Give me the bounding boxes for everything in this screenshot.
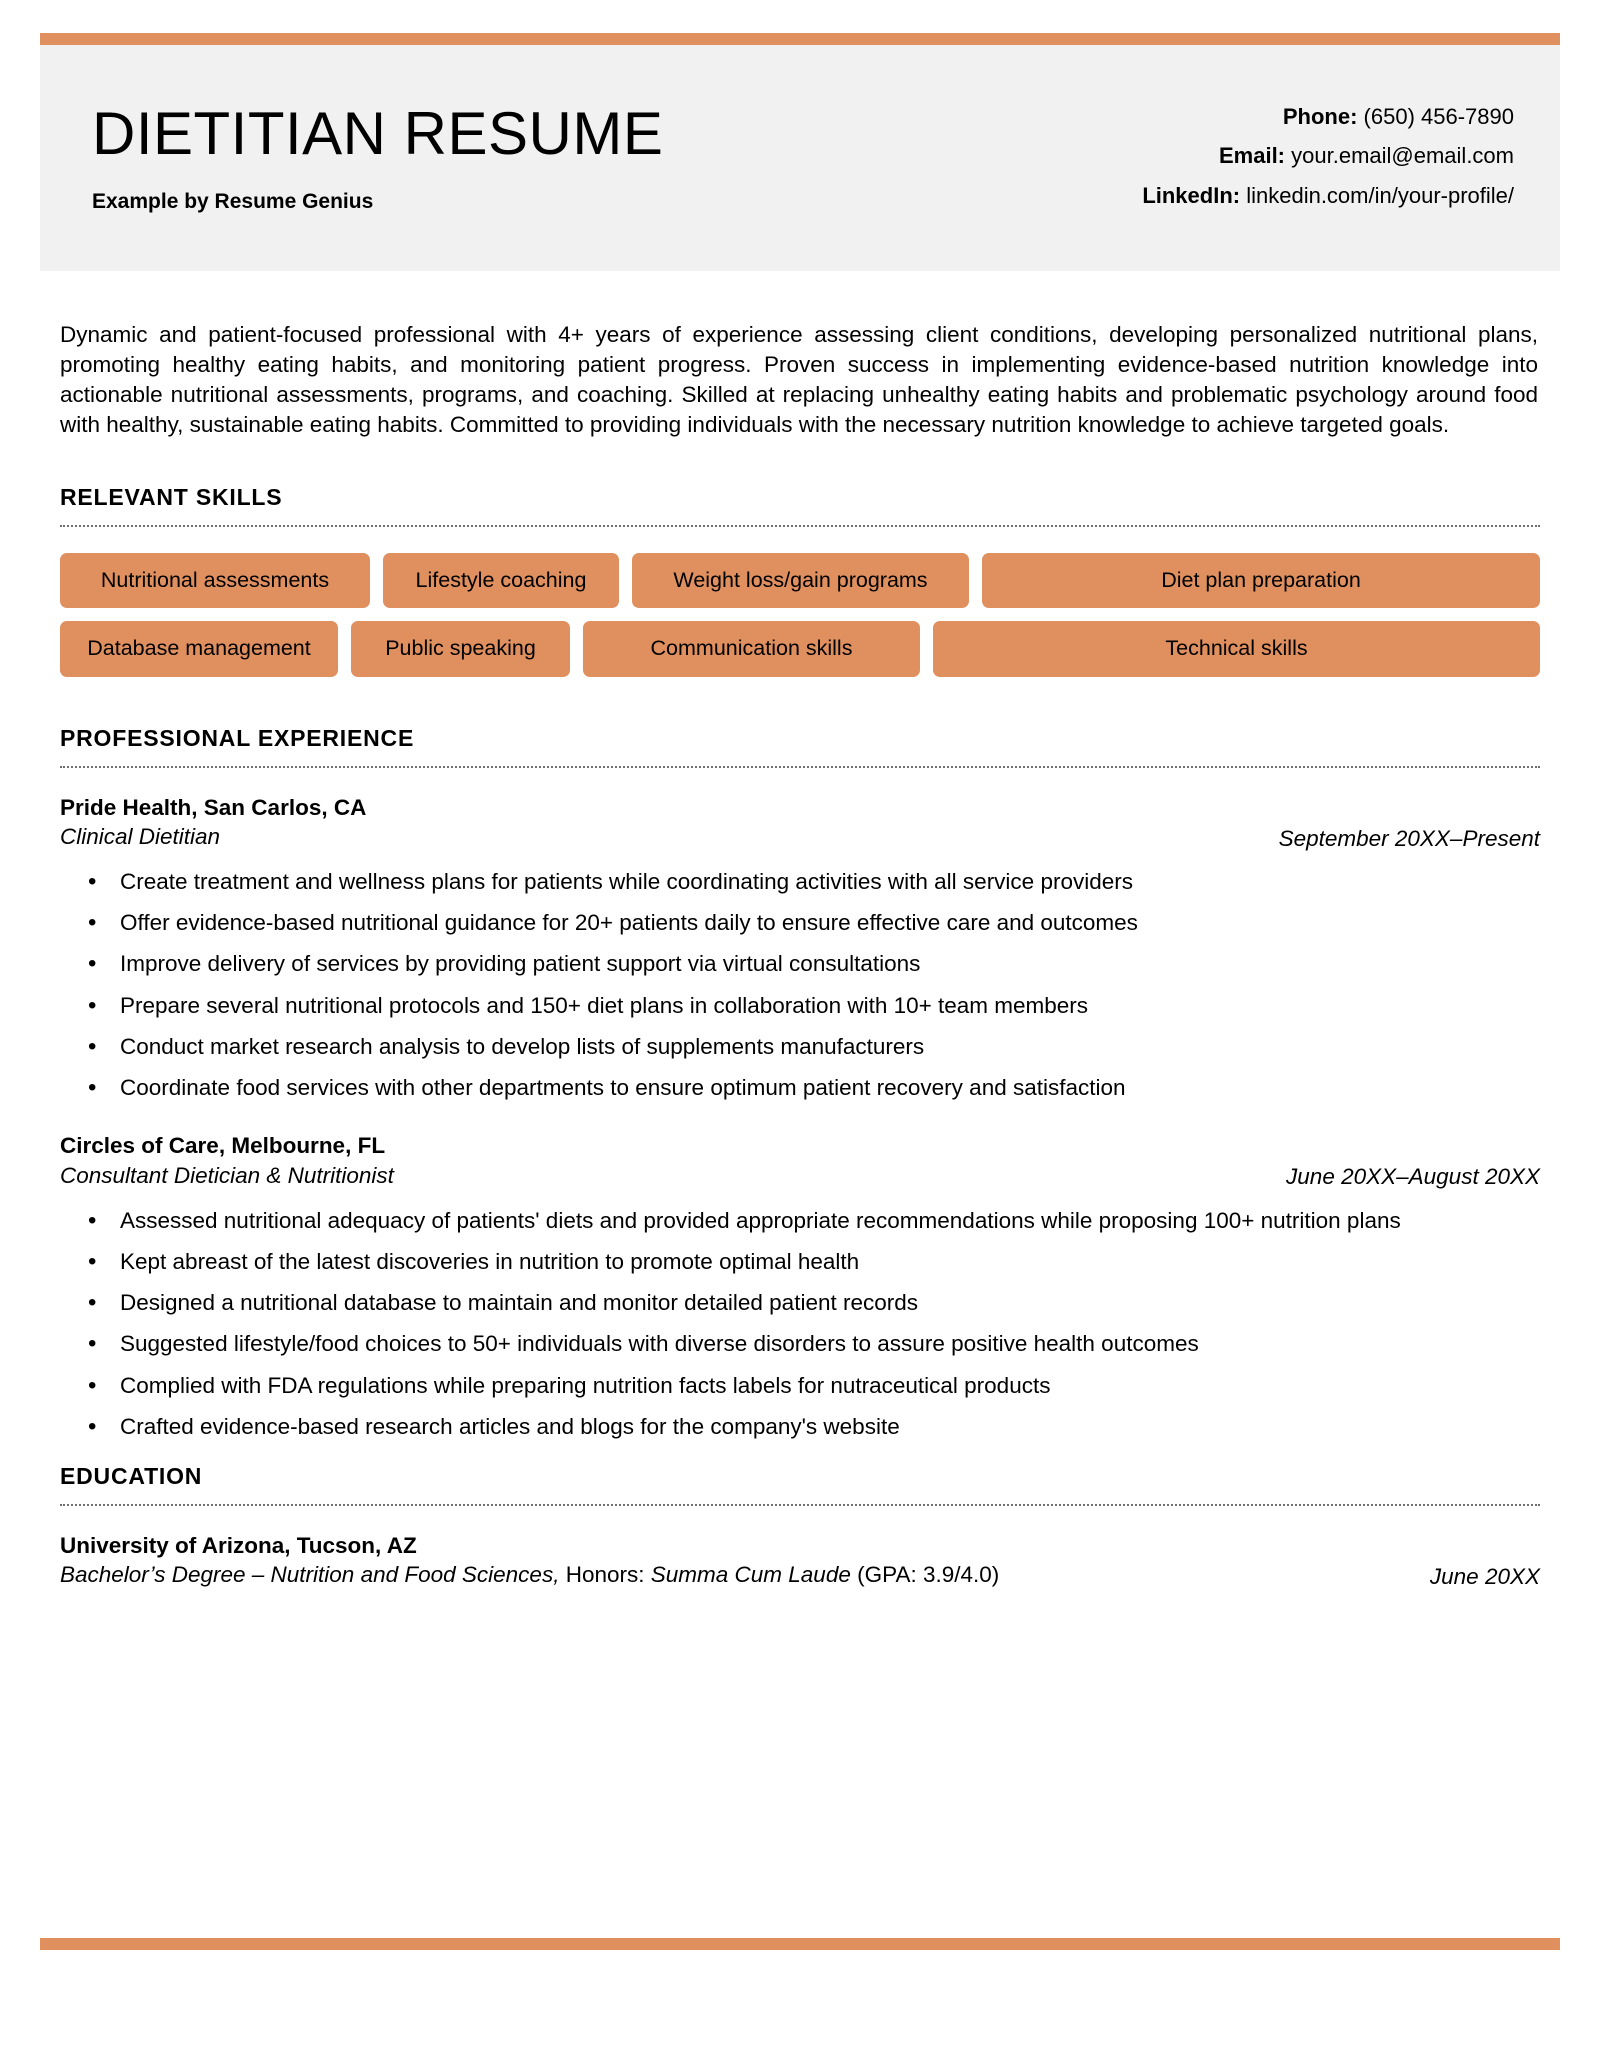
skill-tag: Technical skills xyxy=(933,621,1540,677)
experience-bullet: • Coordinate food services with other departments to ensure optimum patient recovery and satisfaction xyxy=(60,1073,1540,1102)
experience-employer: Circles of Care, Melbourne, FL xyxy=(60,1133,386,1159)
section-divider-education xyxy=(60,1504,1540,1506)
experience-entry-identity xyxy=(60,794,366,851)
contact-email-label: Email: xyxy=(1218,143,1286,169)
education-honors-value: Summa Cum Laude xyxy=(650,1562,851,1588)
skills-row xyxy=(60,621,1540,677)
accent-bar-bottom xyxy=(40,1938,1560,1950)
skill-tag: Diet plan preparation xyxy=(982,553,1540,609)
contact-linkedin xyxy=(1142,183,1514,208)
experience-bullet: • Create treatment and wellness plans for patients while coordinating activities with all service providers xyxy=(60,867,1540,896)
experience-bullet: • Kept abreast of the latest discoveries in nutrition to promote optimal health xyxy=(60,1247,1540,1276)
experience-entry xyxy=(60,1132,1540,1441)
skill-tag: Lifestyle coaching xyxy=(383,553,619,609)
section-title-skills: RELEVANT SKILLS xyxy=(60,483,283,510)
experience-bullet: • Conduct market research analysis to develop lists of supplements manufacturers xyxy=(60,1032,1540,1061)
education-gpa: (GPA: 3.9/4.0) xyxy=(850,1562,1000,1588)
experience-role: Consultant Dietician & Nutritionist xyxy=(60,1162,394,1188)
experience-entry-header xyxy=(60,794,1540,853)
page-title: DIETITIAN RESUME xyxy=(92,100,664,168)
skills-list xyxy=(60,553,1540,677)
contact-phone-label: Phone: xyxy=(1282,104,1358,130)
education-entry xyxy=(60,1532,1540,1591)
section-divider-experience xyxy=(60,766,1540,768)
education-degree-line xyxy=(60,1560,999,1589)
skills-row xyxy=(60,553,1540,609)
experience-bullet: • Improve delivery of services by providing patient support via virtual consultations xyxy=(60,949,1540,978)
experience-employer: Pride Health, San Carlos, CA xyxy=(60,794,367,820)
education-entry-identity xyxy=(60,1532,999,1589)
skill-tag: Weight loss/gain programs xyxy=(632,553,969,609)
experience-bullet: • Offer evidence-based nutritional guidance for 20+ patients daily to ensure effective care and outcomes xyxy=(60,908,1540,937)
experience-bullet-list xyxy=(60,867,1540,1103)
experience-bullet: • Assessed nutritional adequacy of patients' diets and provided appropriate recommendations while proposing 100+ nutrition plans xyxy=(60,1206,1540,1235)
skill-tag: Database management xyxy=(60,621,338,677)
section-divider-skills xyxy=(60,525,1540,527)
education-degree: Bachelor’s Degree – Nutrition and Food Sciences, xyxy=(60,1562,560,1588)
section-professional-experience xyxy=(60,725,1540,1442)
experience-bullet: • Complied with FDA regulations while preparing nutrition facts labels for nutraceutical products xyxy=(60,1371,1540,1400)
section-relevant-skills xyxy=(60,484,1540,677)
contact-linkedin-label: LinkedIn: xyxy=(1142,182,1241,208)
experience-dates: September 20XX–Present xyxy=(1278,825,1540,851)
section-title-experience: PROFESSIONAL EXPERIENCE xyxy=(60,724,415,751)
experience-bullet: • Prepare several nutritional protocols and 150+ diet plans in collaboration with 10+ team members xyxy=(60,991,1540,1020)
accent-bar-top xyxy=(40,33,1560,45)
section-education xyxy=(60,1463,1540,1591)
contact-email xyxy=(1219,143,1514,168)
header-left-block xyxy=(92,102,663,213)
professional-summary: Dynamic and patient-focused professional with 4+ years of experience assessing client conditions, developing personalized nutritional plans, promoting healthy eating habits, and monitoring patient progress. Proven success in implementing evidence-based nutrition knowledge into actionable nutritional assessments, programs, and coaching. Skilled at replacing unhealthy eating habits and problematic psychology around food with healthy, sustainable eating habits. Committed to providing individuals with the necessary nutrition knowledge to achieve targeted goals. xyxy=(60,322,1538,437)
resume-subtitle: Example by Resume Genius xyxy=(92,190,374,214)
contact-phone xyxy=(1283,104,1514,129)
contact-linkedin-value[interactable]: linkedin.com/in/your-profile/ xyxy=(1246,182,1514,208)
experience-role: Clinical Dietitian xyxy=(60,823,221,849)
experience-entry-identity xyxy=(60,1132,394,1189)
experience-bullet: • Crafted evidence-based research articles and blogs for the company's website xyxy=(60,1412,1540,1441)
contact-phone-value: (650) 456-7890 xyxy=(1363,104,1514,130)
education-date: June 20XX xyxy=(1429,1564,1540,1590)
skill-tag: Nutritional assessments xyxy=(60,553,370,609)
education-school: University of Arizona, Tucson, AZ xyxy=(60,1533,417,1559)
contact-email-value: your.email@email.com xyxy=(1291,143,1514,169)
resume-body xyxy=(60,320,1540,1591)
experience-dates: June 20XX–August 20XX xyxy=(1286,1164,1540,1190)
experience-bullet-list xyxy=(60,1206,1540,1442)
skill-tag: Public speaking xyxy=(351,621,570,677)
resume-header xyxy=(40,45,1560,271)
experience-bullet: • Suggested lifestyle/food choices to 50+ individuals with diverse disorders to assure positive health outcomes xyxy=(60,1329,1540,1358)
contact-block xyxy=(1142,104,1514,212)
section-title-education: EDUCATION xyxy=(60,1463,203,1490)
experience-entry-header xyxy=(60,1132,1540,1191)
education-honors-label: Honors: xyxy=(559,1562,651,1588)
skill-tag: Communication skills xyxy=(583,621,920,677)
experience-entry xyxy=(60,794,1540,1103)
experience-bullet: • Designed a nutritional database to maintain and monitor detailed patient records xyxy=(60,1288,1540,1317)
